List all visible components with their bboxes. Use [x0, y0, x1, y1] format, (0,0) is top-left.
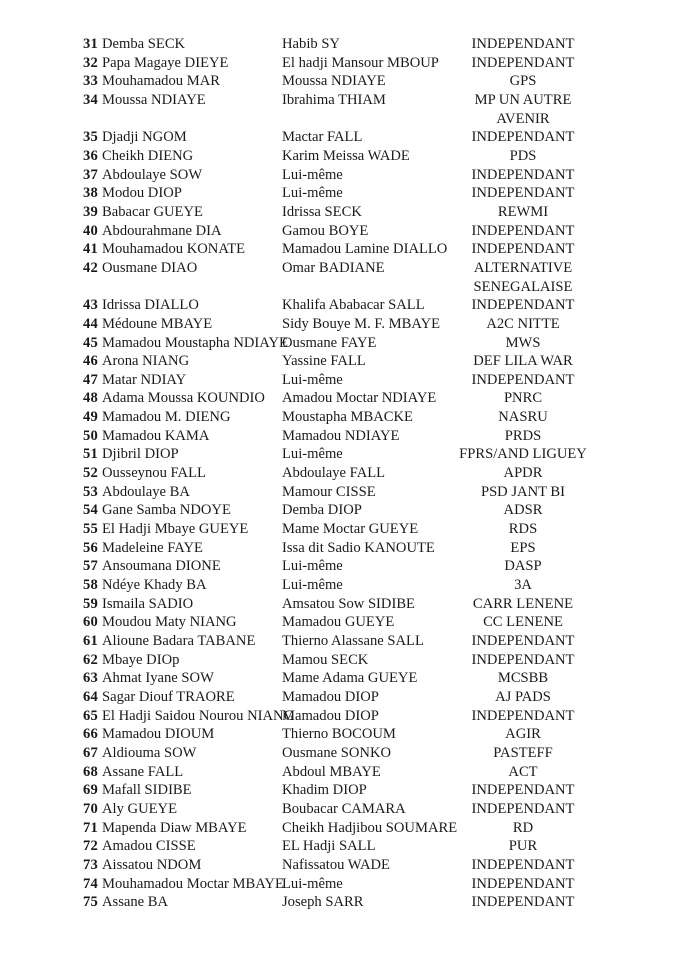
table-row	[0, 501, 699, 520]
table-row	[0, 800, 699, 819]
mandataire-cell: Habib SY	[282, 36, 340, 52]
candidate-cell	[83, 632, 282, 651]
candidate-name: Mamadou Moustapha NDIAYE	[102, 334, 288, 351]
party-cell: INDEPENDANT	[471, 371, 575, 388]
table-row	[0, 856, 699, 875]
row-number: 67	[83, 744, 98, 761]
candidate-name: Aly GUEYE	[102, 800, 177, 817]
candidate-cell	[83, 763, 282, 782]
mandataire-cell: Ibrahima THIAM	[282, 91, 386, 108]
row-number: 35	[83, 129, 98, 146]
mandataire-cell: Joseph SARR	[282, 894, 364, 911]
mandataire-cell: Karim Meissa WADE	[282, 147, 410, 164]
party-cell: GPS	[509, 73, 537, 90]
candidate-cell	[83, 427, 282, 446]
mandataire-cell: El hadji Mansour MBOUP	[282, 54, 439, 71]
party-cell: ALTERNATIVE SENEGALAISE	[473, 259, 573, 295]
table-row	[0, 875, 699, 894]
mandataire-cell: Thierno Alassane SALL	[282, 633, 424, 649]
mandataire-cell: Moussa NDIAYE	[282, 73, 386, 90]
candidate-cell	[83, 576, 282, 595]
mandataire-cell: Moustapha MBACKE	[282, 409, 413, 426]
candidate-list	[0, 35, 699, 912]
mandataire-cell: Lui-même	[282, 166, 343, 183]
candidate-name: Gane Samba NDOYE	[102, 502, 231, 519]
table-row	[0, 539, 699, 558]
candidate-name: Arona NIANG	[102, 353, 190, 370]
row-number: 71	[83, 819, 98, 836]
party-cell: PNRC	[503, 390, 543, 407]
table-row	[0, 389, 699, 408]
table-row	[0, 632, 699, 651]
table-row	[0, 669, 699, 688]
candidate-name: Ansoumana DIONE	[102, 558, 221, 575]
party-cell: INDEPENDANT	[471, 166, 575, 183]
row-number: 69	[83, 782, 98, 799]
table-row	[0, 334, 699, 353]
mandataire-cell: Boubacar CAMARA	[282, 800, 406, 817]
party-cell: AGIR	[505, 726, 541, 743]
mandataire-cell: Mamour CISSE	[282, 483, 376, 500]
mandataire-cell: Lui-même	[282, 371, 343, 388]
table-row	[0, 464, 699, 483]
candidate-cell	[83, 315, 282, 334]
row-number: 48	[83, 390, 98, 407]
table-row	[0, 222, 699, 241]
row-number: 56	[83, 539, 98, 556]
mandataire-cell: Mame Adama GUEYE	[282, 670, 418, 687]
candidate-name: Mouhamadou Moctar MBAYE	[102, 875, 284, 892]
mandataire-cell: Mamadou DIOP	[282, 707, 379, 724]
candidate-cell	[83, 595, 282, 614]
candidate-name: Ismaila SADIO	[102, 595, 194, 612]
row-number: 52	[83, 465, 98, 482]
table-row	[0, 837, 699, 856]
table-row	[0, 576, 699, 595]
mandataire-cell: Demba DIOP	[282, 502, 362, 519]
candidate-cell	[83, 856, 282, 875]
party-cell: INDEPENDANT	[471, 894, 575, 911]
table-row	[0, 147, 699, 166]
party-cell: ADSR	[503, 502, 543, 519]
candidate-name: Djibril DIOP	[102, 446, 179, 463]
party-cell: MWS	[505, 334, 541, 351]
table-row	[0, 427, 699, 446]
candidate-name: El Hadji Saidou Nourou NIANG	[102, 707, 295, 724]
mandataire-cell: Mamadou GUEYE	[282, 614, 395, 631]
party-cell: PRDS	[504, 427, 542, 444]
row-number: 59	[83, 595, 98, 612]
party-cell: NASRU	[498, 409, 548, 426]
row-number: 73	[83, 856, 98, 873]
candidate-name: Mouhamadou MAR	[102, 73, 220, 90]
party-cell: INDEPENDANT	[471, 856, 575, 873]
party-cell: AJ PADS	[495, 688, 551, 705]
row-number: 65	[83, 707, 98, 724]
candidate-cell	[83, 875, 282, 894]
row-number: 32	[83, 54, 98, 71]
candidate-cell	[83, 408, 282, 427]
row-number: 51	[83, 446, 98, 463]
candidate-name: Madeleine FAYE	[102, 539, 203, 556]
party-cell: INDEPENDANT	[471, 651, 575, 668]
candidate-name: Ahmat Iyane SOW	[102, 670, 214, 687]
candidate-cell	[83, 501, 282, 520]
table-row	[0, 688, 699, 707]
candidate-name: Sagar Diouf TRAORE	[102, 688, 235, 705]
mandataire-cell: Lui-même	[282, 577, 343, 594]
candidate-name: Ousmane DIAO	[102, 259, 198, 276]
candidate-cell	[83, 520, 282, 539]
candidate-name: Idrissa DIALLO	[102, 297, 199, 314]
mandataire-cell: Khalifa Ababacar SALL	[282, 297, 425, 314]
candidate-name: El Hadji Mbaye GUEYE	[102, 521, 249, 538]
candidate-cell	[83, 800, 282, 819]
row-number: 34	[83, 91, 98, 108]
candidate-cell	[83, 557, 282, 576]
mandataire-cell: Lui-même	[282, 875, 343, 892]
table-row	[0, 893, 699, 912]
mandataire-cell: Ousmane SONKO	[282, 744, 392, 761]
mandataire-cell: Issa dit Sadio KANOUTE	[282, 539, 435, 556]
candidate-name: Alioune Badara TABANE	[102, 633, 256, 649]
candidate-cell	[83, 744, 282, 763]
row-number: 54	[83, 502, 98, 519]
row-number: 42	[83, 259, 98, 276]
table-row	[0, 184, 699, 203]
candidate-cell	[83, 707, 295, 726]
row-number: 31	[83, 36, 98, 52]
candidate-name: Cheikh DIENG	[102, 147, 194, 164]
table-row	[0, 315, 699, 334]
party-cell: INDEPENDANT	[471, 54, 575, 71]
mandataire-cell: Gamou BOYE	[282, 222, 369, 239]
mandataire-cell: Cheikh Hadjibou SOUMARE	[282, 819, 458, 836]
mandataire-cell: Amsatou Sow SIDIBE	[282, 595, 415, 612]
mandataire-cell: Nafissatou WADE	[282, 856, 390, 873]
candidate-name: Matar NDIAY	[102, 371, 187, 388]
candidate-cell	[83, 259, 282, 278]
candidate-name: Aissatou NDOM	[102, 856, 202, 873]
mandataire-cell: Ousmane FAYE	[282, 334, 377, 351]
table-row	[0, 203, 699, 222]
mandataire-cell: Yassine FALL	[282, 353, 366, 370]
candidate-name: Abdoulaye BA	[102, 483, 190, 500]
party-cell: MP UN AUTRE AVENIR	[474, 91, 572, 127]
row-number: 40	[83, 222, 98, 239]
mandataire-cell: Abdoul MBAYE	[282, 763, 381, 780]
party-cell: EPS	[510, 539, 536, 556]
table-row	[0, 296, 699, 315]
party-cell: PDS	[509, 147, 537, 164]
party-cell: A2C NITTE	[486, 315, 560, 332]
candidate-name: Moussa NDIAYE	[102, 91, 206, 108]
row-number: 72	[83, 838, 98, 855]
party-cell: ACT	[508, 763, 538, 780]
mandataire-cell: Mamou SECK	[282, 651, 369, 668]
row-number: 44	[83, 315, 98, 332]
candidate-cell	[83, 483, 282, 502]
party-cell: DASP	[504, 558, 542, 575]
row-number: 63	[83, 670, 98, 687]
table-row	[0, 520, 699, 539]
party-cell: RD	[512, 819, 534, 836]
row-number: 36	[83, 147, 98, 164]
candidate-cell	[83, 389, 282, 408]
candidate-name: Assane FALL	[102, 763, 184, 780]
party-cell: INDEPENDANT	[471, 185, 575, 202]
mandataire-cell: Mamadou NDIAYE	[282, 427, 400, 444]
candidate-cell	[83, 539, 282, 558]
candidate-cell	[83, 725, 282, 744]
mandataire-cell: Omar BADIANE	[282, 259, 385, 276]
mandataire-cell: Mactar FALL	[282, 129, 363, 146]
table-row	[0, 371, 699, 390]
candidate-cell	[83, 54, 282, 73]
candidate-cell	[83, 72, 282, 91]
candidate-cell	[83, 837, 282, 856]
candidate-cell	[83, 352, 282, 371]
candidate-cell	[83, 669, 282, 688]
table-row	[0, 91, 699, 128]
row-number: 45	[83, 334, 98, 351]
party-cell: INDEPENDANT	[471, 36, 575, 52]
table-row	[0, 707, 699, 726]
candidate-name: Adama Moussa KOUNDIO	[102, 390, 265, 407]
row-number: 50	[83, 427, 98, 444]
row-number: 37	[83, 166, 98, 183]
party-cell: INDEPENDANT	[471, 782, 575, 799]
candidate-name: Mamadou KAMA	[102, 427, 210, 444]
table-row	[0, 725, 699, 744]
candidate-name: Aldiouma SOW	[102, 744, 197, 761]
row-number: 75	[83, 894, 98, 911]
party-cell: INDEPENDANT	[471, 800, 575, 817]
party-cell: INDEPENDANT	[471, 707, 575, 724]
table-row	[0, 819, 699, 838]
candidate-cell	[83, 613, 282, 632]
mandataire-cell: Abdoulaye FALL	[282, 465, 386, 482]
candidate-cell	[83, 203, 282, 222]
candidate-name: Assane BA	[102, 894, 169, 911]
candidate-name: Modou DIOP	[102, 185, 182, 202]
candidate-name: Papa Magaye DIEYE	[102, 54, 229, 71]
row-number: 74	[83, 875, 98, 892]
row-number: 33	[83, 73, 98, 90]
mandataire-cell: Idrissa SECK	[282, 203, 362, 220]
mandataire-cell: Lui-même	[282, 185, 343, 202]
candidate-cell	[83, 184, 282, 203]
mandataire-cell: Mamadou Lamine DIALLO	[282, 241, 448, 258]
table-row	[0, 781, 699, 800]
candidate-name: Abdourahmane DIA	[102, 222, 222, 239]
party-cell: PUR	[508, 838, 538, 855]
mandataire-cell: Lui-même	[282, 558, 343, 575]
mandataire-cell: Lui-même	[282, 446, 343, 463]
party-cell: CC LENENE	[483, 614, 563, 631]
candidate-cell	[83, 91, 282, 110]
table-row	[0, 166, 699, 185]
table-row	[0, 613, 699, 632]
table-row	[0, 763, 699, 782]
candidate-name: Mapenda Diaw MBAYE	[102, 819, 247, 836]
party-cell: DEF LILA WAR	[473, 353, 573, 370]
party-cell: RDS	[508, 521, 538, 538]
mandataire-cell: Thierno BOCOUM	[282, 726, 396, 743]
candidate-cell	[83, 371, 282, 390]
party-cell: PSD JANT BI	[480, 483, 566, 500]
table-row	[0, 54, 699, 73]
party-cell: APDR	[503, 465, 543, 482]
row-number: 49	[83, 409, 98, 426]
mandataire-cell: Sidy Bouye M. F. MBAYE	[282, 315, 441, 332]
row-number: 66	[83, 726, 98, 743]
candidate-cell	[83, 464, 282, 483]
candidate-name: Ousseynou FALL	[102, 465, 206, 482]
party-cell: 3A	[514, 577, 532, 594]
candidate-cell	[83, 296, 282, 315]
row-number: 60	[83, 614, 98, 631]
table-row	[0, 445, 699, 464]
candidate-name: Mafall SIDIBE	[102, 782, 192, 799]
party-cell: INDEPENDANT	[471, 129, 575, 146]
candidate-name: Moudou Maty NIANG	[102, 614, 237, 631]
candidate-cell	[83, 688, 282, 707]
party-cell: CARR LENENE	[472, 595, 574, 612]
mandataire-cell: Khadim DIOP	[282, 782, 367, 799]
row-number: 43	[83, 297, 98, 314]
row-number: 55	[83, 521, 98, 538]
party-cell: INDEPENDANT	[471, 222, 575, 239]
row-number: 53	[83, 483, 98, 500]
party-cell: REWMI	[497, 203, 549, 220]
table-row	[0, 352, 699, 371]
party-cell: MCSBB	[497, 670, 549, 687]
candidate-name: Ndéye Khady BA	[102, 577, 207, 594]
mandataire-cell: Mamadou DIOP	[282, 688, 379, 705]
table-row	[0, 408, 699, 427]
mandataire-cell: Amadou Moctar NDIAYE	[282, 390, 437, 407]
row-number: 47	[83, 371, 98, 388]
candidate-cell	[83, 240, 282, 259]
candidate-cell	[83, 128, 282, 147]
table-row	[0, 128, 699, 147]
table-row	[0, 557, 699, 576]
row-number: 57	[83, 558, 98, 575]
candidate-name: Mbaye DIOp	[102, 651, 180, 668]
party-cell: INDEPENDANT	[471, 633, 575, 649]
candidate-name: Demba SECK	[102, 36, 186, 52]
candidate-name: Djadji NGOM	[102, 129, 187, 146]
candidate-cell	[83, 893, 282, 912]
table-row	[0, 651, 699, 670]
row-number: 68	[83, 763, 98, 780]
row-number: 61	[83, 633, 98, 649]
row-number: 41	[83, 241, 98, 258]
table-row	[0, 240, 699, 259]
candidate-name: Mamadou DIOUM	[102, 726, 215, 743]
candidate-cell	[83, 651, 282, 670]
candidate-name: Mamadou M. DIENG	[102, 409, 231, 426]
table-row	[0, 744, 699, 763]
candidate-cell	[83, 147, 282, 166]
candidate-name: Médoune MBAYE	[102, 315, 213, 332]
row-number: 58	[83, 577, 98, 594]
party-cell: INDEPENDANT	[471, 241, 575, 258]
candidate-name: Mouhamadou KONATE	[102, 241, 246, 258]
candidate-name: Amadou CISSE	[102, 838, 196, 855]
table-row	[0, 35, 699, 54]
table-row	[0, 259, 699, 296]
candidate-cell	[83, 819, 282, 838]
row-number: 70	[83, 800, 98, 817]
party-cell: INDEPENDANT	[471, 297, 575, 314]
candidate-cell	[83, 35, 282, 54]
table-row	[0, 483, 699, 502]
party-cell: PASTEFF	[493, 744, 553, 761]
party-cell: INDEPENDANT	[471, 875, 575, 892]
candidate-cell	[83, 334, 288, 353]
party-cell: FPRS/AND LIGUEY	[459, 446, 587, 463]
candidate-cell	[83, 781, 282, 800]
candidate-cell	[83, 166, 282, 185]
candidate-name: Abdoulaye SOW	[102, 166, 203, 183]
candidate-name: Babacar GUEYE	[102, 203, 203, 220]
row-number: 39	[83, 203, 98, 220]
mandataire-cell: EL Hadji SALL	[282, 838, 376, 855]
mandataire-cell: Mame Moctar GUEYE	[282, 521, 419, 538]
row-number: 46	[83, 353, 98, 370]
row-number: 38	[83, 185, 98, 202]
candidate-cell	[83, 445, 282, 464]
table-row	[0, 72, 699, 91]
candidate-cell	[83, 222, 282, 241]
row-number: 62	[83, 651, 98, 668]
row-number: 64	[83, 688, 98, 705]
table-row	[0, 595, 699, 614]
